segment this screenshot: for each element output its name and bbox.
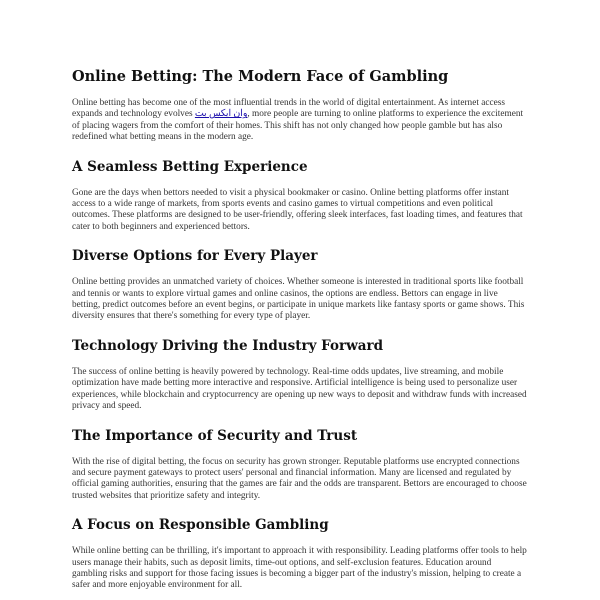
section-heading-responsible: A Focus on Responsible Gambling xyxy=(72,517,329,534)
article xyxy=(72,66,528,600)
section-heading-seamless: A Seamless Betting Experience xyxy=(72,158,308,175)
inline-link[interactable]: وان ایکس بت xyxy=(194,109,248,120)
section-heading-security: The Importance of Security and Trust xyxy=(72,427,358,444)
section-body-technology: The success of online betting is heavily powered by technology. Real-time odds updates, live streaming, and mobile optimization have made betting more interactive and responsive. Artificial intelligence is being used to personalize user experiences, while blockchain and cryptocurrency are opening up new ways to deposit and withdraw funds with increased privacy and speed. xyxy=(72,366,527,412)
intro-text-before-link: Online betting has become one of the most influential trends in the world of digital entertainment. As internet access expands and technology evolves xyxy=(72,98,505,120)
article-title: Online Betting: The Modern Face of Gambling xyxy=(72,68,449,85)
section-body-security: With the rise of digital betting, the focus on security has grown stronger. Reputable platforms use encrypted connections and secure payment gateways to protect users' personal and financial information. Many are licensed and regulated by official gaming authorities, ensuring that the games are fair and the odds are transparent. Bettors are encouraged to choose trusted websites that prioritize safety and integrity. xyxy=(72,456,527,501)
section-heading-diverse: Diverse Options for Every Player xyxy=(72,248,318,265)
section-body-responsible: While online betting can be thrilling, it's important to approach it with responsibility. Leading platforms offer tools to help users manage their habits, such as deposit limits, time-out options, and self-exclusion features. Education around gambling risks and support for those facing issues is becoming a bigger part of the industry's mission, helping to create a safer and more enjoyable environment for all. xyxy=(72,546,527,591)
intro-paragraph xyxy=(72,98,528,144)
section-body-seamless: Gone are the days when bettors needed to visit a physical bookmaker or casino. Online betting platforms offer instant access to a wide range of markets, from sports events and casino games to virtual competitions and even political outcomes. These platforms are designed to be user-friendly, offering sleek interfaces, fast loading times, and features that cater to both beginners and experienced bettors. xyxy=(72,187,523,232)
intro-text-after-link: , more people are turning to online platforms to experience the excitement of placing wagers from the comfort of their homes. This shift has not only changed how people gamble but has also redefined what betting means in the modern age. xyxy=(72,109,524,143)
section-heading-technology: Technology Driving the Industry Forward xyxy=(72,337,384,354)
section-body-diverse: Online betting provides an unmatched variety of choices. Whether someone is interested in traditional sports like football and tennis or wants to explore virtual games and online casinos, the options are endless. Bettors can engage in live betting, predict outcomes before an event begins, or participate in unique markets like fantasy sports or game shows. This diversity ensures that there's something for every type of player. xyxy=(72,277,525,322)
